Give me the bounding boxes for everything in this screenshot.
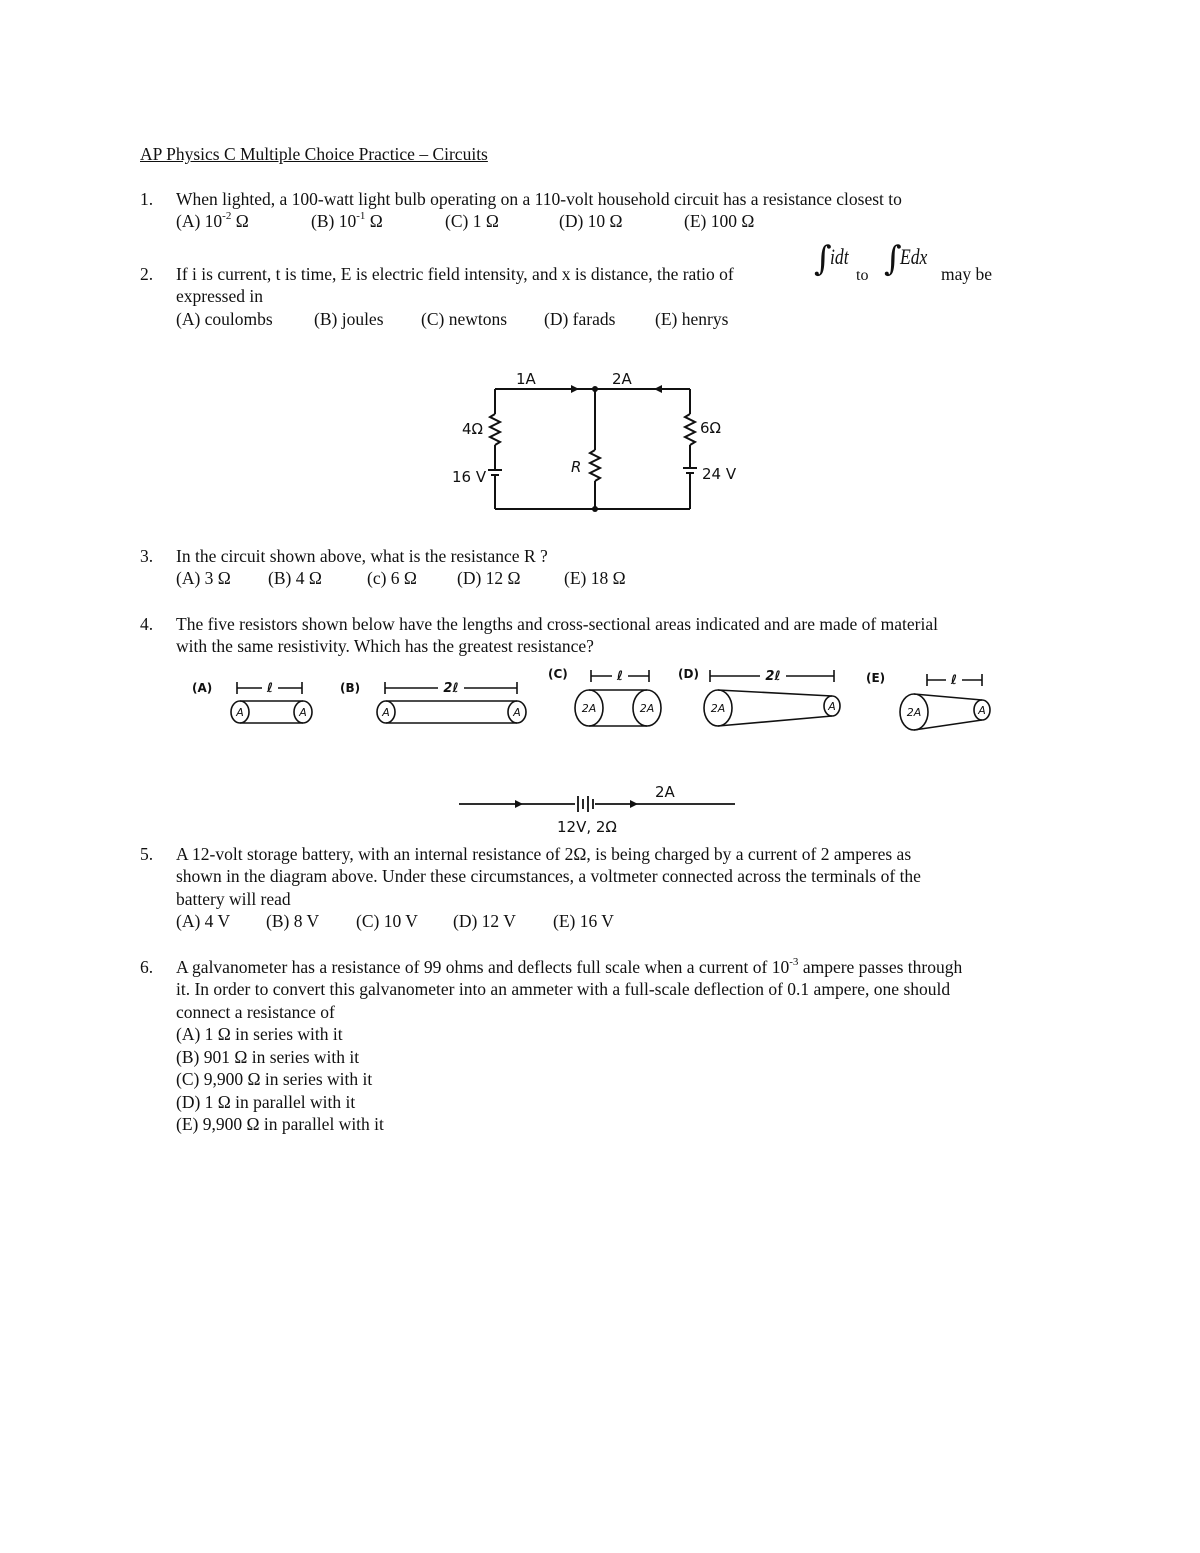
q6-line-1: A galvanometer has a resistance of 99 ohms and deflects full scale when a current of $10^{-3}$ ampere passes through (176, 956, 963, 977)
current-right-label: 2A (612, 370, 632, 388)
q3-option-a: (A) 3 Ω (176, 568, 231, 588)
voltage-left-label: 16 V (452, 468, 487, 486)
area-label: A (513, 706, 521, 719)
resistors-diagram (180, 660, 1010, 740)
integral-sign-1: ∫ (814, 239, 832, 279)
circuit-diagram (440, 362, 740, 522)
q4-number: 4. (140, 614, 154, 634)
area-label: A (828, 700, 836, 713)
q1-text: When lighted, a 100-watt light bulb operating on a 110-volt household circuit has a resistance closest to (176, 189, 902, 209)
resistor-label-b: (B) (340, 681, 361, 695)
q2-option-a: (A) coulombs (176, 309, 273, 329)
q6-line-2: it. In order to convert this galvanometer into an ammeter with a full-scale deflection of 0.1 ampere, one should (176, 979, 951, 999)
q2-integrand-2: Edx (900, 244, 928, 269)
resistor-label-e: (E) (866, 671, 886, 685)
q2-text-b: may be (941, 264, 993, 284)
integral-sign-2: ∫ (884, 239, 902, 279)
battery-label: 12V, 2Ω (557, 818, 617, 836)
q5-option-b: (B) 8 V (266, 911, 320, 931)
battery-diagram (455, 780, 745, 840)
middle-resistor (590, 450, 600, 481)
q3-option-c: (c) 6 Ω (367, 568, 417, 588)
right-resistor (685, 414, 695, 445)
q6-option-d: (D) 1 Ω in parallel with it (176, 1092, 356, 1112)
area-label: 2A (581, 702, 597, 715)
q3-option-b: (B) 4 Ω (268, 568, 322, 588)
junction-bottom (592, 506, 598, 512)
q2-option-b: (B) joules (314, 309, 384, 329)
left-resistor (490, 414, 500, 445)
q5-option-d: (D) 12 V (453, 911, 516, 931)
q2-option-d: (D) farads (544, 309, 616, 329)
q5-line-2: shown in the diagram above. Under these circumstances, a voltmeter connected across the terminals of the (176, 866, 921, 886)
q2-to: to (856, 267, 869, 284)
q5-option-a: (A) 4 V (176, 911, 231, 931)
resistor-left-label: 4Ω (462, 420, 484, 438)
q6-option-e: (E) 9,900 Ω in parallel with it (176, 1114, 384, 1134)
area-label: A (382, 706, 390, 719)
arrow-left-icon (654, 385, 662, 393)
junction-top (592, 386, 598, 392)
length-label: ℓ (616, 669, 624, 684)
q6-line-3: connect a resistance of (176, 1002, 335, 1022)
arrow-right-icon (571, 385, 579, 393)
q3-number: 3. (140, 546, 154, 566)
q5-number: 5. (140, 844, 154, 864)
q1-number: 1. (140, 189, 154, 209)
q2-text-a: If i is current, t is time, E is electric field intensity, and x is distance, the ratio of (176, 264, 734, 284)
area-label: A (236, 706, 244, 719)
resistor-label-c: (C) (548, 667, 568, 681)
q2-option-e: (E) henrys (655, 309, 729, 329)
q5-option-e: (E) 16 V (553, 911, 614, 931)
page-title: AP Physics C Multiple Choice Practice – Circuits (140, 144, 488, 164)
arrow-right-icon (515, 800, 523, 808)
q6-option-a: (A) 1 Ω in series with it (176, 1024, 343, 1044)
q2-integrand-1: idt (830, 244, 849, 269)
arrow-right-icon (630, 800, 638, 808)
q6-option-b: (B) 901 Ω in series with it (176, 1047, 360, 1067)
length-label: 2ℓ (765, 669, 781, 684)
q2-text-c: expressed in (176, 286, 263, 306)
q1-option-c: (C) 1 Ω (445, 211, 499, 231)
area-label: 2A (906, 706, 922, 719)
q3-option-d: (D) 12 Ω (457, 568, 521, 588)
q1-option-b: (B) $10^{-1}$ Ω (311, 210, 383, 231)
length-label: 2ℓ (443, 681, 459, 696)
q5-line-3: battery will read (176, 889, 291, 909)
area-label: A (978, 704, 986, 717)
q4-text-a: The five resistors shown below have the lengths and cross-sectional areas indicated and are made of material (176, 614, 938, 634)
q6-number: 6. (140, 957, 154, 977)
q5-line-1: A 12-volt storage battery, with an internal resistance of 2Ω, is being charged by a current of 2 amperes as (176, 844, 912, 864)
resistor-right-label: 6Ω (700, 419, 722, 437)
resistor-label-d: (D) (678, 667, 699, 681)
battery-current-label: 2A (655, 783, 675, 801)
length-label: ℓ (266, 681, 274, 696)
area-label: 2A (639, 702, 655, 715)
q5-option-c: (C) 10 V (356, 911, 418, 931)
q2-option-c: (C) newtons (421, 309, 508, 329)
q6-option-c: (C) 9,900 Ω in series with it (176, 1069, 373, 1089)
q1-option-d: (D) 10 Ω (559, 211, 623, 231)
resistor-b (377, 701, 526, 723)
q4-text-b: with the same resistivity. Which has the greatest resistance? (176, 636, 594, 656)
q1-option-a: (A) $10^{-2}$ Ω (176, 210, 249, 231)
current-left-label: 1A (516, 370, 536, 388)
area-label: 2A (710, 702, 726, 715)
resistor-label-a: (A) (192, 681, 213, 695)
length-label: ℓ (950, 673, 958, 688)
q1-option-e: (E) 100 Ω (684, 211, 755, 231)
q2-number: 2. (140, 264, 154, 284)
q3-text: In the circuit shown above, what is the resistance R ? (176, 546, 548, 566)
voltage-right-label: 24 V (702, 465, 737, 483)
resistor-r-label: R (571, 458, 582, 476)
q3-option-e: (E) 18 Ω (564, 568, 626, 588)
area-label: A (299, 706, 307, 719)
